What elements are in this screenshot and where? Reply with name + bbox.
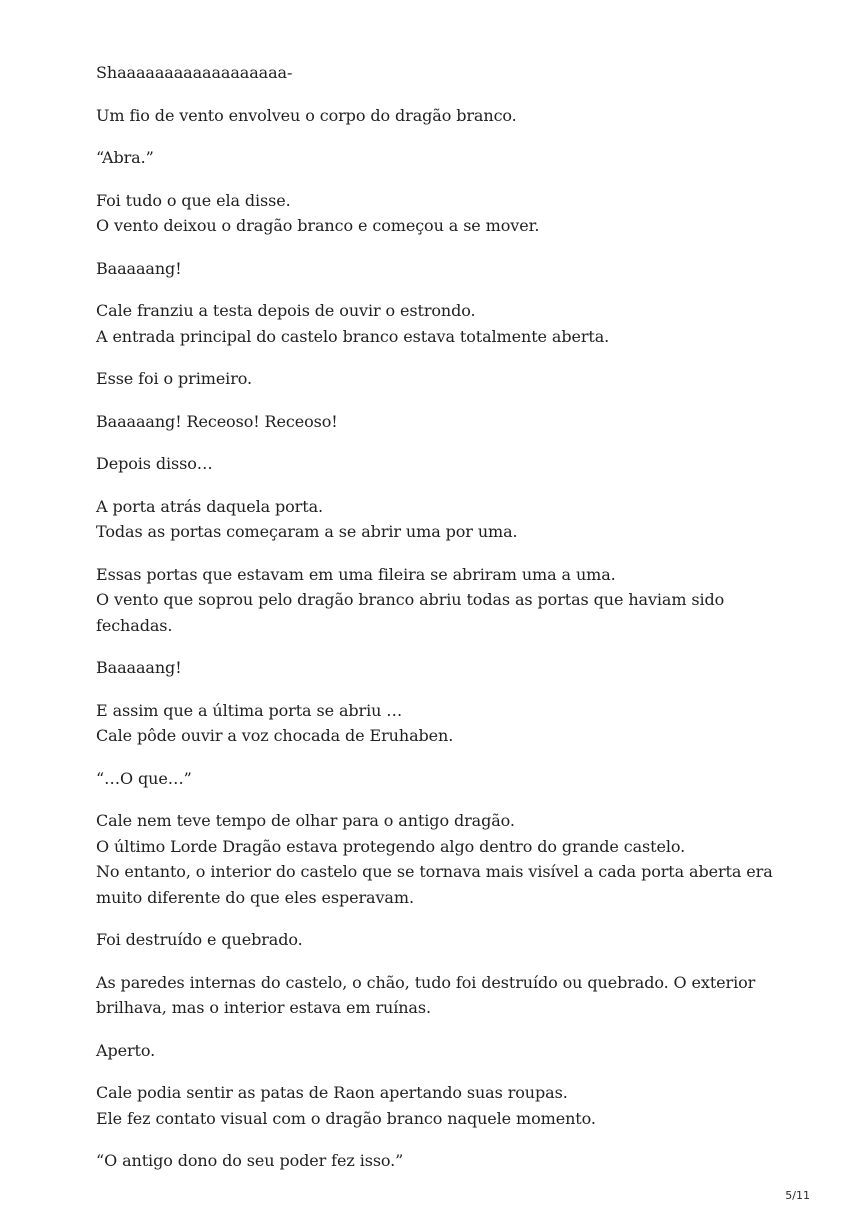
document-body [96,60,796,1191]
text-line: Um fio de vento envolveu o corpo do dragão branco. [96,105,517,125]
text-line: “Abra.” [96,148,154,167]
text-line: brilhava, mas o interior estava em ruínas. [96,998,431,1017]
text-line: Cale pôde ouvir a voz chocada de Eruhaben. [96,726,454,745]
paragraph [96,60,796,86]
text-line: As paredes internas do castelo, o chão, tudo foi destruído ou quebrado. O exterior [96,972,756,992]
paragraph [96,494,796,545]
text-line: Cale podia sentir as patas de Raon apertando suas roupas. [96,1083,568,1102]
text-line: Todas as portas começaram a se abrir uma por uma. [96,522,518,541]
paragraph [96,298,796,349]
page-number: 5/11 [785,1189,810,1202]
paragraph [96,256,796,282]
text-line: Foi destruído e quebrado. [96,930,303,949]
paragraph [96,103,796,129]
paragraph [96,366,796,392]
paragraph [96,188,796,239]
text-line: Foi tudo o que ela disse. [96,190,291,210]
paragraph [96,698,796,749]
paragraph [96,409,796,435]
paragraph [96,927,796,953]
paragraph [96,766,796,792]
text-line: Depois disso… [96,454,213,473]
text-line: Cale nem teve tempo de olhar para o antigo dragão. [96,811,515,830]
text-line: O vento que soprou pelo dragão branco abriu todas as portas que haviam sido fechadas. [96,590,725,635]
text-line: No entanto, o interior do castelo que se tornava mais visível a cada porta aberta era [96,862,773,881]
text-line: Shaaaaaaaaaaaaaaaaaa- [96,63,293,82]
paragraph [96,1038,796,1064]
paragraph [96,1080,796,1131]
text-line: Esse foi o primeiro. [96,369,252,388]
text-line: “O antigo dono do seu poder fez isso.” [96,1151,404,1170]
text-line: Ele fez contato visual com o dragão branco naquele momento. [96,1108,596,1128]
text-line: “…O que…” [96,768,192,788]
text-line: Essas portas que estavam em uma fileira se abriram uma a uma. [96,564,616,584]
text-line: A porta atrás daquela porta. [96,496,323,516]
text-line: O último Lorde Dragão estava protegendo algo dentro do grande castelo. [96,836,686,856]
text-line: Baaaaang! [96,658,182,677]
paragraph [96,145,796,171]
paragraph [96,970,796,1021]
text-line: muito diferente do que eles esperavam. [96,887,414,907]
text-line: Baaaaang! [96,258,182,278]
text-line: Baaaaang! Receoso! Receoso! [96,411,338,431]
paragraph [96,808,796,910]
text-line: E assim que a última porta se abriu … [96,700,403,720]
text-line: Aperto. [96,1040,156,1060]
paragraph [96,655,796,681]
paragraph [96,451,796,477]
text-line: O vento deixou o dragão branco e começou a se mover. [96,216,540,235]
paragraph [96,562,796,639]
paragraph [96,1148,796,1174]
text-line: A entrada principal do castelo branco estava totalmente aberta. [96,326,610,346]
text-line: Cale franziu a testa depois de ouvir o estrondo. [96,301,476,320]
